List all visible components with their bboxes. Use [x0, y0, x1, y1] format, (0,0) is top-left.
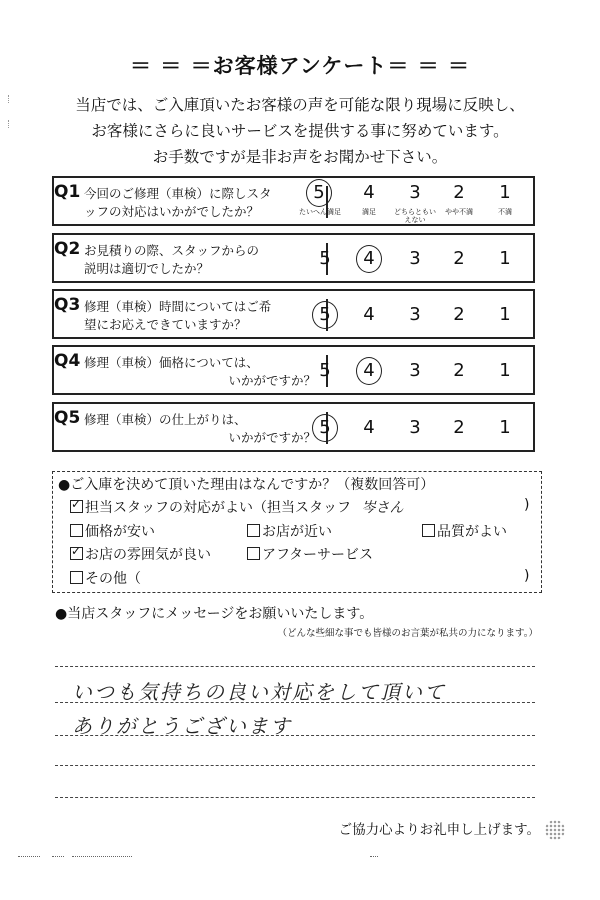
scale-label-satisfied: 満足 — [362, 208, 376, 216]
question-line: 説明は適切でしたか？ — [84, 261, 210, 276]
margin-mark — [8, 120, 11, 128]
message-note: （どんな些細な事でも皆様のお言葉が私共の力になります。） — [277, 628, 538, 639]
stamp-mark — [545, 820, 565, 840]
intro-line: 当店では、ご入庫頂いたお客様の声を可能な限り現場に反映し、 — [75, 96, 525, 114]
scan-mark — [72, 856, 132, 857]
score-4[interactable]: 4 — [354, 248, 384, 269]
score-2[interactable]: 2 — [453, 182, 465, 203]
reason-other-label: その他（ — [85, 571, 141, 587]
score-5[interactable]: 5 — [319, 248, 331, 269]
reason-quality-label: 品質がよい — [437, 524, 507, 540]
reason-after-label: アフターサービス — [262, 547, 374, 563]
score-1[interactable]: 1 — [499, 182, 511, 203]
score-4[interactable]: 4 — [354, 360, 384, 381]
score-3[interactable]: 3 — [409, 182, 421, 203]
reason-quality[interactable] — [422, 521, 507, 541]
survey-title: ＝ ＝ ＝お客様アンケート＝ ＝ ＝ — [130, 54, 470, 78]
score-1[interactable]: 1 — [499, 360, 511, 381]
handwritten-message-line1: いつも気持ちの良い対応をして頂いて — [72, 680, 446, 704]
question-q5 — [52, 402, 535, 452]
score-1[interactable]: 1 — [499, 304, 511, 325]
checkbox-near[interactable] — [247, 524, 260, 537]
score-5[interactable]: 5 — [310, 417, 340, 438]
scan-mark — [52, 856, 64, 857]
score-1[interactable]: 1 — [499, 248, 511, 269]
score-3[interactable]: 3 — [409, 248, 421, 269]
question-line: いかがですか？ — [228, 373, 316, 388]
reason-price[interactable] — [70, 521, 155, 541]
checkbox-quality[interactable] — [422, 524, 435, 537]
checkbox-staff[interactable] — [70, 500, 83, 513]
intro-line: お手数ですが是非お声をお聞かせ下さい。 — [152, 148, 448, 166]
checkbox-other[interactable] — [70, 571, 83, 584]
question-text — [84, 242, 324, 278]
checkbox-price[interactable] — [70, 524, 83, 537]
reason-atmosphere[interactable] — [70, 544, 211, 564]
question-q2 — [52, 233, 535, 283]
scale-label-dissatisfied: 不満 — [498, 208, 512, 216]
writing-line — [55, 797, 535, 798]
question-text — [84, 298, 324, 334]
question-label: Q3 — [54, 295, 81, 315]
reason-near-label: お店が近い — [262, 524, 332, 540]
score-2[interactable]: 2 — [453, 360, 465, 381]
question-line: いかがですか？ — [228, 430, 316, 445]
reason-near[interactable] — [247, 521, 332, 541]
checkbox-atmosphere[interactable] — [70, 547, 83, 560]
handwritten-message-line2: ありがとうございます — [72, 714, 292, 738]
score-3[interactable]: 3 — [409, 417, 421, 438]
question-line: お見積りの際、スタッフからの — [84, 243, 260, 258]
score-3[interactable]: 3 — [409, 360, 421, 381]
message-heading: ●当店スタッフにメッセージをお願いいたします。 — [55, 606, 374, 622]
reason-staff[interactable] — [70, 497, 403, 517]
intro-line: お客様にさらに良いサービスを提供する事に努めています。 — [91, 122, 509, 140]
question-q3 — [52, 289, 535, 339]
reason-price-label: 価格が安い — [85, 524, 155, 540]
scale-label-very-satisfied: たいへん満足 — [299, 208, 341, 216]
score-4[interactable]: 4 — [363, 417, 375, 438]
question-q1 — [52, 176, 535, 226]
writing-line — [55, 765, 535, 766]
question-line: ッフの対応はいかがでしたか？ — [84, 204, 260, 219]
question-label: Q1 — [54, 182, 81, 202]
question-line: 修理（車検）時間についてはご希 — [84, 299, 272, 314]
question-line: 今回のご修理（車検）に際しスタ — [84, 186, 272, 201]
intro-text — [20, 92, 580, 170]
question-line: 修理（車検）価格については、 — [84, 355, 259, 370]
scan-mark — [370, 856, 378, 857]
checkbox-after[interactable] — [247, 547, 260, 560]
writing-line — [55, 666, 535, 667]
margin-mark — [8, 95, 11, 103]
question-text — [84, 411, 324, 447]
score-2[interactable]: 2 — [453, 248, 465, 269]
close-paren: ) — [524, 568, 530, 584]
question-label: Q2 — [54, 239, 81, 259]
score-5[interactable]: 5 — [319, 360, 331, 381]
scale-label-neutral: どちらともいえない — [394, 208, 436, 224]
score-3[interactable]: 3 — [409, 304, 421, 325]
reasons-heading: ●ご入庫を決めて頂いた理由はなんですか？（複数回答可） — [58, 477, 435, 493]
reason-atmosphere-label: お店の雰囲気が良い — [85, 547, 211, 563]
reason-other[interactable] — [70, 568, 141, 588]
staff-name-handwritten: 岑さん — [361, 500, 404, 516]
question-label: Q5 — [54, 408, 81, 428]
question-text — [84, 354, 324, 390]
score-2[interactable]: 2 — [453, 417, 465, 438]
score-5[interactable]: 5 — [310, 304, 340, 325]
scan-mark — [18, 856, 40, 857]
score-4[interactable]: 4 — [363, 182, 375, 203]
closing-text: ご協力心よりお礼申し上げます。 — [338, 822, 540, 838]
question-text — [84, 185, 324, 221]
question-line: 望にお応えできていますか？ — [84, 317, 247, 332]
question-q4 — [52, 345, 535, 395]
score-5[interactable]: 5 — [304, 182, 334, 203]
reason-staff-label: 担当スタッフの対応がよい（担当スタッフ — [85, 500, 351, 516]
reason-after[interactable] — [247, 544, 373, 564]
score-2[interactable]: 2 — [453, 304, 465, 325]
score-4[interactable]: 4 — [363, 304, 375, 325]
score-1[interactable]: 1 — [499, 417, 511, 438]
question-label: Q4 — [54, 351, 81, 371]
close-paren: ) — [524, 497, 530, 513]
question-line: 修理（車検）の仕上がりは、 — [84, 412, 247, 427]
scale-label-slightly-dissatisfied: やや不満 — [445, 208, 473, 216]
